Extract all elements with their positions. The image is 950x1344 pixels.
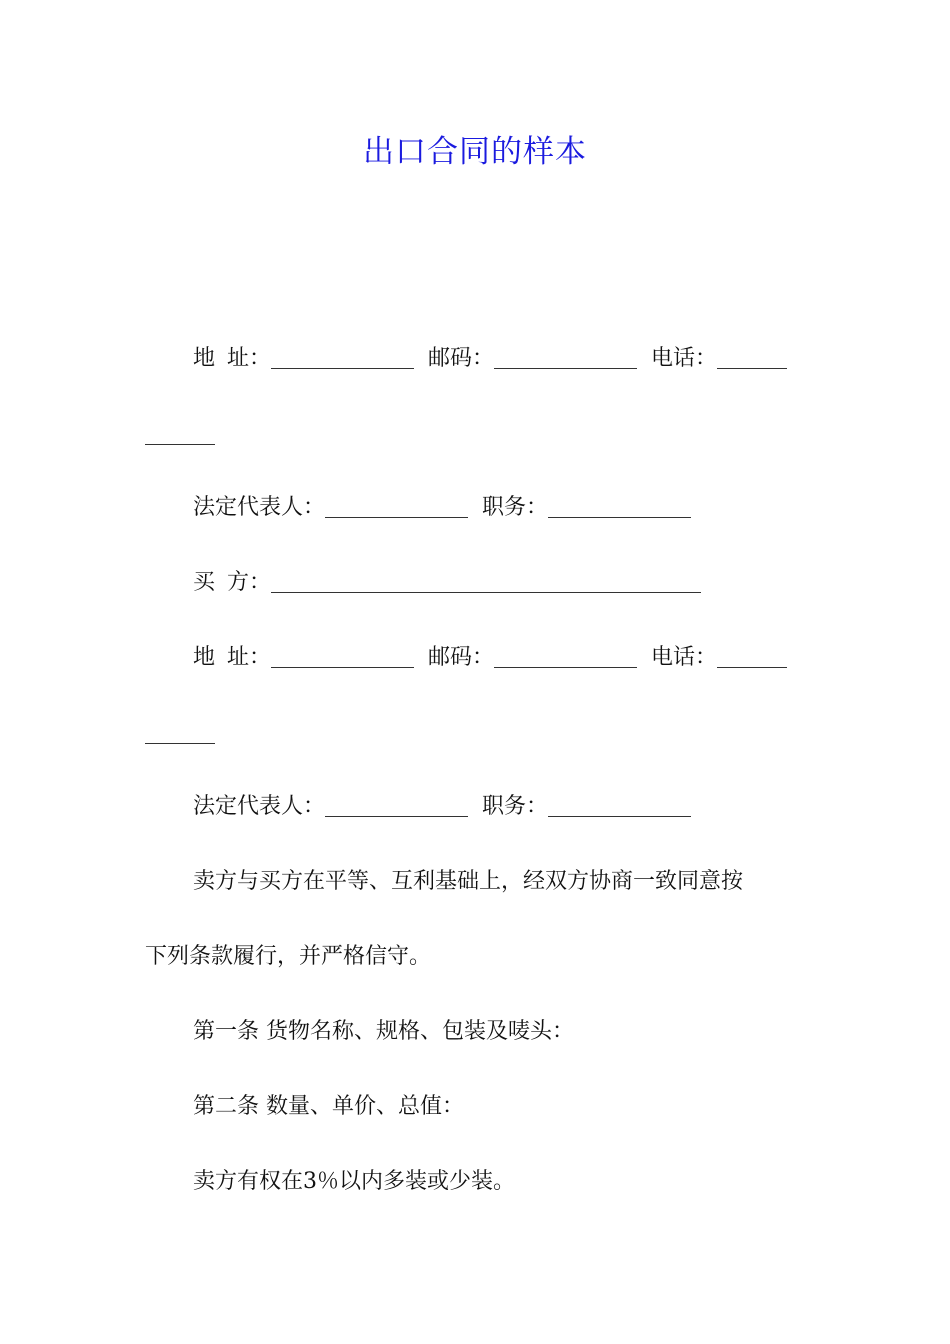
document-title: 出口合同的样本: [363, 134, 587, 170]
seller-phone-continuation: [145, 420, 215, 450]
seller-position-blank[interactable]: [548, 495, 691, 518]
seller-phone-blank[interactable]: [717, 346, 787, 369]
buyer-address-line: [193, 643, 787, 673]
buyer-name-blank[interactable]: [271, 570, 701, 593]
buyer-label-a: 买: [193, 570, 216, 595]
buyer-rep-line: [193, 792, 691, 822]
intro-paragraph-line2: 下列条款履行，并严格信守。: [145, 944, 432, 969]
buyer-line: [193, 568, 701, 598]
buyer-phone-blank[interactable]: [717, 645, 787, 668]
seller-postcode-blank[interactable]: [494, 346, 637, 369]
seller-address-blank[interactable]: [271, 346, 414, 369]
seller-rep-blank[interactable]: [325, 495, 468, 518]
address-label-a: 地: [193, 645, 216, 670]
phone-label: 电话：: [651, 645, 718, 670]
seller-rep-line: [193, 493, 691, 523]
tolerance-clause: 卖方有权在3％以内多装或少装。: [193, 1169, 515, 1194]
buyer-phone-blank-cont[interactable]: [145, 721, 215, 744]
seller-address-line: [193, 344, 787, 374]
rep-label: 法定代表人：: [193, 794, 326, 819]
buyer-postcode-blank[interactable]: [494, 645, 637, 668]
buyer-rep-blank[interactable]: [325, 794, 468, 817]
intro-paragraph-line1: 卖方与买方在平等、互利基础上，经双方协商一致同意按: [193, 869, 744, 894]
buyer-label-b: 方：: [227, 570, 272, 595]
buyer-phone-continuation: [145, 719, 215, 749]
phone-label: 电话：: [651, 346, 718, 371]
position-label: 职务：: [482, 495, 549, 520]
address-label-b: 址：: [227, 346, 272, 371]
article-1: 第一条 货物名称、规格、包装及唛头：: [193, 1019, 574, 1044]
article-2: 第二条 数量、单价、总值：: [193, 1094, 464, 1119]
buyer-position-blank[interactable]: [548, 794, 691, 817]
buyer-address-blank[interactable]: [271, 645, 414, 668]
seller-phone-blank-cont[interactable]: [145, 422, 215, 445]
postcode-label: 邮码：: [428, 346, 495, 371]
position-label: 职务：: [482, 794, 549, 819]
postcode-label: 邮码：: [428, 645, 495, 670]
rep-label: 法定代表人：: [193, 495, 326, 520]
address-label-b: 址：: [227, 645, 272, 670]
address-label-a: 地: [193, 346, 216, 371]
